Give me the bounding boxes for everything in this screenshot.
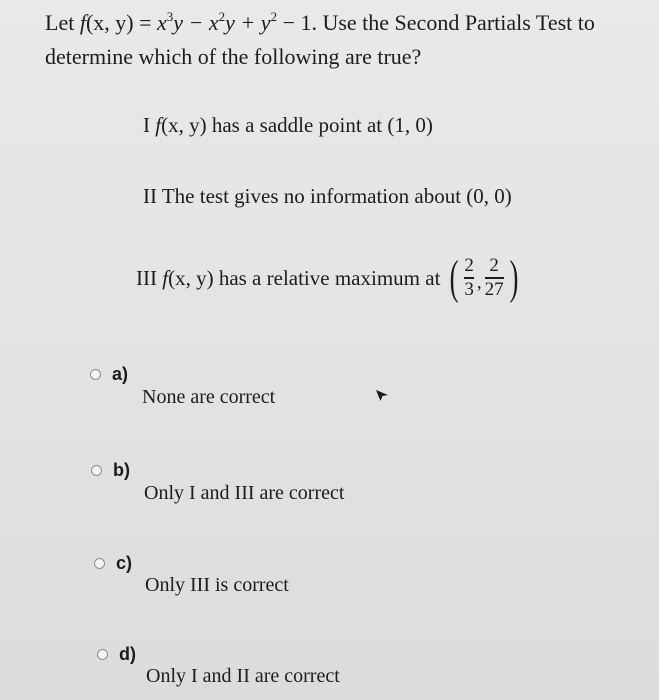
exponent-3: 2: [270, 9, 278, 24]
statement-1-text: (x, y) has a saddle point at (1, 0): [161, 113, 433, 137]
question-prefix: Let: [45, 10, 80, 35]
option-d[interactable]: [97, 644, 136, 665]
option-b-text[interactable]: Only I and III are correct: [144, 482, 345, 504]
fraction-1-denominator: 3: [464, 278, 474, 300]
exponent-1: 3: [166, 9, 174, 24]
radio-b[interactable]: [91, 465, 102, 476]
option-c-letter: c): [116, 553, 133, 573]
fraction-2-denominator: 27: [484, 278, 504, 300]
fraction-1: [462, 256, 476, 299]
statement-2: [143, 184, 512, 209]
statement-2-numeral: II: [143, 184, 162, 208]
mouse-pointer-icon: [374, 387, 390, 403]
exponent-2: 2: [218, 9, 226, 24]
term-2: y +: [225, 10, 261, 35]
var-x1: x: [157, 10, 167, 35]
var-x2: x: [208, 10, 219, 35]
statement-3: [136, 251, 522, 304]
fraction-1-numerator: 2: [464, 255, 474, 277]
option-a-letter: a): [112, 364, 129, 384]
paren-open: (: [450, 251, 459, 304]
statement-1-numeral: I: [143, 113, 156, 137]
option-d-letter: d): [119, 644, 136, 664]
statement-1: [143, 113, 433, 138]
question-rest: − 1. Use the Second Partials Test to determine which of the following are true?: [45, 10, 595, 69]
radio-d[interactable]: [97, 649, 108, 660]
question-text: [45, 6, 645, 74]
statement-3-numeral: III: [136, 265, 163, 290]
var-y3: y: [260, 10, 271, 35]
fraction-2: [483, 256, 506, 299]
term-1: y −: [173, 10, 209, 35]
function-name: f: [79, 10, 86, 35]
option-c[interactable]: [94, 553, 132, 574]
statement-1-function: f: [155, 113, 162, 137]
statement-2-text: The test gives no information about (0, 0): [161, 184, 512, 208]
option-b[interactable]: [91, 460, 130, 481]
statement-3-text: (x, y) has a relative maximum at: [168, 265, 441, 290]
coordinate-comma: ,: [476, 272, 482, 293]
fraction-2-numerator: 2: [489, 255, 499, 277]
statement-3-label: [136, 266, 440, 291]
option-a[interactable]: [90, 364, 128, 385]
paren-close: ): [509, 251, 519, 304]
function-args: (x, y) =: [85, 10, 158, 35]
point-coordinates: [446, 251, 521, 304]
radio-c[interactable]: [94, 558, 105, 569]
option-a-text[interactable]: None are correct: [142, 386, 276, 408]
option-d-text[interactable]: Only I and II are correct: [146, 665, 340, 687]
radio-a[interactable]: [90, 369, 101, 380]
statement-3-function: f: [162, 265, 169, 290]
option-c-text[interactable]: Only III is correct: [145, 574, 289, 596]
option-b-letter: b): [113, 460, 130, 480]
